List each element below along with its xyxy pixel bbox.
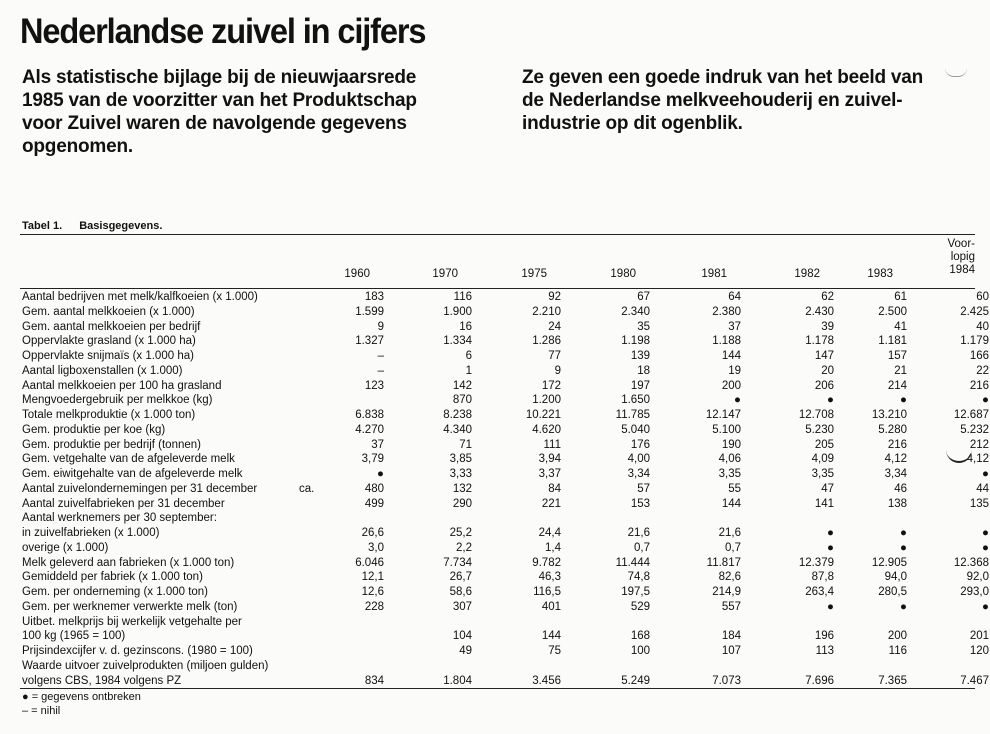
table-cell: 144 (721, 497, 741, 510)
table-cell: 20 (821, 364, 834, 377)
table-cell: 92 (548, 291, 561, 303)
intro-line: voor Zuivel waren de navolgende gegevens (22, 113, 407, 134)
table-cell: 1.198 (621, 335, 650, 348)
table-cell: 168 (630, 630, 650, 643)
year-label: 1975 (521, 268, 547, 280)
table-cell: 58,6 (449, 586, 472, 598)
table-cell: 11.785 (615, 409, 650, 421)
table-cell: 1.804 (443, 674, 472, 687)
table-cell: 60 (976, 291, 989, 303)
table-cell: 22 (976, 364, 989, 377)
table-cell: 141 (814, 497, 834, 510)
table-cell: 7.734 (443, 556, 472, 569)
year-label: 1981 (701, 268, 727, 280)
table-cell: 499 (364, 497, 384, 510)
table-cell: 3,37 (538, 468, 561, 480)
table-cell: 214,9 (712, 586, 741, 598)
table-row (22, 644, 989, 658)
table-cell: 37 (371, 438, 384, 451)
row-label: Gem. per werknemer verwerkte melk (ton) (22, 600, 238, 613)
table-cell: 1.286 (532, 335, 561, 348)
table-cell: 41 (894, 320, 907, 333)
table-row (22, 438, 989, 452)
table-cell: 1.178 (805, 335, 834, 348)
table-cell: 46,3 (538, 571, 561, 584)
table-cell: 77 (548, 350, 561, 362)
table-cell: 144 (541, 630, 561, 643)
table-cell: 49 (459, 645, 472, 657)
intro-line: 1985 van de voorzitter van het Produktschap (22, 90, 417, 111)
table-cell: 3.456 (532, 674, 561, 687)
table-cell: 2.380 (712, 305, 741, 318)
table-cell: 11.444 (615, 556, 650, 569)
table-cell: 214 (887, 379, 907, 392)
year-header (521, 268, 547, 281)
table-cell: 44 (976, 482, 989, 495)
table-row (22, 556, 989, 570)
table-cell: 123 (364, 379, 384, 392)
table-cell: 4,12 (966, 453, 989, 466)
table-cell: 1.181 (878, 335, 907, 348)
table-cell: 13.210 (871, 409, 907, 421)
table-cell: 2.500 (878, 305, 907, 318)
table-cell: 87,8 (811, 571, 834, 584)
table-cell: 107 (721, 645, 741, 657)
table-row (22, 393, 989, 407)
table-cell: 2.425 (960, 305, 989, 318)
table-row (22, 585, 989, 599)
row-label: Gem. aantal melkkoeien (x 1.000) (22, 305, 195, 318)
year-header (794, 268, 820, 281)
table-row (22, 364, 989, 378)
table-cell: 7.467 (960, 674, 989, 687)
page-title: Nederlandse zuivel in cijfers (20, 12, 426, 51)
table-cell: 870 (452, 394, 472, 407)
row-label: Aantal melkkoeien per 100 ha grasland (22, 379, 222, 392)
table-cell: ● (827, 394, 834, 407)
table-cell: 557 (721, 600, 741, 613)
table-cell: 37 (728, 320, 741, 333)
table-header-rule (20, 288, 975, 289)
table-cell: 12,6 (361, 586, 384, 598)
table-cell: 4.270 (355, 423, 384, 436)
row-label: Oppervlakte snijmaïs (x 1.000 ha) (22, 350, 194, 362)
intro-line: de Nederlandse melkveehouderij en zuivel- (522, 90, 903, 111)
year-label: 1960 (344, 268, 370, 280)
table-cell: ● (982, 541, 989, 554)
table-cell: 132 (452, 482, 472, 495)
year-label: 1982 (794, 268, 820, 280)
table-cell: ● (827, 527, 834, 539)
row-label: Aantal werknemers per 30 september: (22, 512, 217, 525)
table-cell: 157 (887, 350, 907, 362)
table-cell: 39 (821, 320, 834, 333)
table-cell: ● (827, 541, 834, 554)
table-cell: 228 (364, 600, 384, 613)
row-label: Gem. aantal melkkoeien per bedrijf (22, 320, 201, 333)
table-cell: 21 (894, 364, 907, 377)
table-row (22, 570, 989, 584)
table-cell: 19 (728, 364, 741, 377)
intro-line: Als statistische bijlage bij de nieuwjaarsrede (22, 67, 417, 88)
row-label: Gem. per onderneming (x 1.000 ton) (22, 586, 209, 598)
table-cell: ● (734, 394, 741, 407)
table-cell: 1.327 (355, 335, 384, 348)
table-cell: 47 (821, 482, 834, 495)
table-cell: 116 (453, 291, 472, 303)
table-cell: 12.368 (953, 556, 989, 569)
table-cell: 263,4 (805, 586, 834, 598)
row-label: Gemiddeld per fabriek (x 1.000 ton) (22, 571, 203, 584)
table-cell: 11.817 (706, 556, 741, 569)
table-cell: ● (982, 527, 989, 539)
table-cell: 3,34 (884, 468, 907, 480)
table-cell: 216 (969, 379, 989, 392)
table-cell: 2.340 (621, 305, 650, 318)
footnote-nil: – = nihil (22, 705, 61, 717)
table-row (22, 408, 989, 422)
table-cell: 201 (969, 630, 989, 643)
intro-line: opgenomen. (22, 136, 133, 157)
table-cell: 1 (465, 364, 472, 377)
table-cell: 116 (888, 645, 907, 657)
row-label: Aantal zuivelfabrieken per 31 december (22, 497, 225, 510)
table-cell: 5.040 (621, 423, 650, 436)
table-cell: 26,6 (361, 527, 384, 539)
table-cell: 16 (459, 320, 472, 333)
table-cell: 1.200 (532, 394, 561, 407)
table-cell: 21,6 (718, 527, 741, 539)
intro-left (22, 66, 512, 158)
table-cell: 135 (969, 497, 989, 510)
table-cell: 184 (721, 630, 741, 643)
table-cell: ● (982, 600, 989, 613)
table-cell: 12.147 (705, 409, 741, 421)
table-cell: 153 (630, 497, 650, 510)
table-cell: 71 (459, 438, 472, 451)
table-cell: 138 (887, 497, 907, 510)
table-cell: 1,4 (545, 541, 561, 554)
table-cell: 9 (377, 320, 384, 333)
year-header (948, 238, 976, 277)
row-label: Mengvoedergebruik per melkkoe (kg) (22, 394, 213, 407)
table-cell: 113 (815, 645, 834, 657)
table-name: Basisgegevens. (79, 220, 163, 232)
table-cell: ● (982, 394, 989, 407)
table-cell: 5.232 (960, 423, 989, 436)
table-cell: 92,0 (966, 571, 989, 584)
table-cell: 7.696 (805, 674, 834, 687)
row-label: Oppervlakte grasland (x 1.000 ha) (22, 335, 196, 348)
table-cell: 401 (541, 600, 561, 613)
row-label: Waarde uitvoer zuivelprodukten (miljoen gulden) (22, 659, 269, 672)
table-row (22, 659, 982, 673)
table-cell: 216 (887, 438, 907, 451)
intro-line: Ze geven een goede indruk van het beeld van (522, 67, 924, 88)
table-cell: 3,94 (538, 453, 561, 466)
table-cell: 3,35 (718, 468, 741, 480)
table-cell: 147 (814, 350, 834, 362)
table-row (22, 497, 989, 511)
table-cell: 24,4 (538, 527, 561, 539)
year-header (867, 268, 893, 281)
table-cell: 0,7 (634, 541, 650, 554)
row-label: Totale melkproduktie (x 1.000 ton) (22, 409, 196, 421)
table-cell: ● (377, 468, 384, 480)
table-cell: 82,6 (718, 571, 741, 584)
table-cell: 10.221 (525, 409, 561, 421)
row-label: volgens CBS, 1984 volgens PZ (22, 674, 182, 687)
table-cell: 40 (976, 320, 989, 333)
table-cell: 9.782 (532, 556, 561, 569)
table-row (22, 526, 989, 540)
row-label: Aantal zuivelondernemingen per 31 december (22, 482, 258, 495)
table-cell: 5.249 (621, 674, 650, 687)
table-cell: 280,5 (878, 586, 907, 598)
table-row (22, 674, 989, 688)
table-cell: 293,0 (960, 586, 989, 598)
table-cell: 4,12 (884, 453, 907, 466)
table-cell: 1.599 (355, 305, 384, 318)
table-cell: – (377, 364, 384, 377)
table-cell: 3,85 (449, 453, 472, 466)
table-cell: 35 (637, 320, 650, 333)
table-cell: 200 (887, 630, 907, 643)
year-label: 1970 (432, 268, 458, 280)
row-label: Melk geleverd aan fabrieken (x 1.000 ton) (22, 556, 235, 569)
table-cell: 3,35 (811, 468, 834, 480)
table-row (22, 541, 989, 555)
year-header (432, 268, 458, 281)
table-row (22, 305, 989, 319)
table-cell: 529 (630, 600, 650, 613)
row-label: overige (x 1.000) (22, 541, 109, 554)
table-cell: 12.379 (798, 556, 834, 569)
table-cell: 67 (637, 291, 650, 303)
table-cell: 2,2 (456, 541, 472, 554)
table-cell: 1.188 (712, 335, 741, 348)
table-cell: 176 (630, 438, 650, 451)
table-cell: 3,34 (627, 468, 650, 480)
table-cell: 3,33 (449, 468, 472, 480)
table-cell: 2.430 (805, 305, 834, 318)
table-cell: 75 (548, 645, 561, 657)
table-cell: 55 (728, 482, 741, 495)
table-cell: 120 (969, 645, 989, 657)
table-cell: 290 (452, 497, 472, 510)
table-cell: 94,0 (884, 571, 907, 584)
table-cell: 25,2 (449, 527, 472, 539)
table-cell: 4,06 (718, 453, 741, 466)
table-cell: 206 (814, 379, 834, 392)
table-cell: 4.620 (532, 423, 561, 436)
row-label: Gem. produktie per bedrijf (tonnen) (22, 438, 201, 451)
row-label: Gem. vetgehalte van de afgeleverde melk (22, 453, 235, 466)
table-cell: ● (900, 600, 907, 613)
year-header (344, 268, 370, 281)
intro-line: industrie op dit ogenblik. (522, 113, 743, 134)
table-row (22, 600, 989, 614)
table-number: Tabel 1. (22, 220, 63, 232)
table-cell: 190 (721, 438, 741, 451)
table-cell: 480 (364, 482, 384, 495)
row-label: Prijsindexcijfer v. d. gezinscons. (1980 = 100) (22, 645, 253, 657)
table-cell: ● (827, 600, 834, 613)
table-row (22, 511, 982, 525)
table-bottom-rule (20, 688, 975, 689)
table-cell: 4,09 (811, 453, 834, 466)
table-cell: 172 (541, 379, 561, 392)
table-cell: 197 (630, 379, 650, 392)
voorlopig-label: Voor- (947, 238, 975, 250)
row-label: Gem. eiwitgehalte van de afgeleverde melk (22, 468, 243, 480)
table-cell: 4,00 (627, 453, 650, 466)
table-row (22, 452, 989, 466)
table-cell: 100 (630, 645, 650, 657)
table-cell: ● (982, 468, 989, 480)
table-cell: 3,79 (361, 453, 384, 466)
table-cell: ● (900, 541, 907, 554)
table-cell: 8.238 (443, 409, 472, 421)
table-cell: 2.210 (532, 305, 561, 318)
voorlopig-label: lopig (950, 251, 975, 263)
table-cell: 12.708 (798, 409, 834, 421)
table-cell: 111 (543, 438, 561, 451)
table-cell: 46 (894, 482, 907, 495)
table-cell: 61 (894, 291, 907, 303)
table-cell: 221 (541, 497, 561, 510)
table-cell: 7.365 (878, 674, 907, 687)
table-cell: 62 (821, 291, 834, 303)
table-cell: ● (900, 527, 907, 539)
year-label: 1983 (867, 268, 893, 280)
table-cell: 1.334 (443, 335, 472, 348)
table-row (22, 334, 989, 348)
table-cell: 1.179 (960, 335, 989, 348)
table-cell: 205 (814, 438, 834, 451)
table-cell: 183 (364, 291, 384, 303)
table-cell: 307 (452, 600, 472, 613)
table-cell: 6 (465, 350, 472, 362)
table-cell: 1.650 (621, 394, 650, 407)
table-cell: 104 (452, 630, 472, 643)
table-cell: 84 (548, 482, 561, 495)
table-cell: 9 (554, 364, 561, 377)
table-cell: 4.340 (443, 423, 472, 436)
table-cell: – (377, 350, 384, 362)
table-cell: 18 (637, 364, 650, 377)
table-cell: 116,5 (533, 586, 561, 598)
year-label: 1984 (949, 264, 975, 276)
table-cell: ● (900, 394, 907, 407)
table-cell: 1.900 (443, 305, 472, 318)
table-row (22, 423, 989, 437)
table-cell: 74,8 (627, 571, 650, 584)
row-label: Uitbet. melkprijs bij werkelijk vetgehalte per (22, 615, 242, 628)
table-cell: 196 (814, 630, 834, 643)
year-header (610, 268, 636, 281)
table-cell: 12,1 (361, 571, 384, 584)
table-cell: 21,6 (627, 527, 650, 539)
table-cell: 12.687 (953, 409, 989, 421)
table-cell: 166 (969, 350, 989, 362)
year-header (701, 268, 727, 281)
table-cell: 142 (452, 379, 472, 392)
table-cell: 12.905 (871, 556, 907, 569)
table-row (22, 379, 989, 393)
table-caption (22, 220, 162, 232)
table-row (22, 290, 989, 304)
row-prefix: ca. (299, 482, 315, 495)
year-label: 1980 (610, 268, 636, 280)
table-cell: 834 (364, 674, 384, 687)
table-cell: 26,7 (449, 571, 472, 584)
table-cell: 212 (969, 438, 989, 451)
table-cell: 7.073 (712, 674, 741, 687)
table-row (22, 320, 989, 334)
table-row (22, 467, 989, 481)
table-cell: 200 (721, 379, 741, 392)
row-label: Aantal ligboxenstallen (x 1.000) (22, 364, 183, 377)
table-top-rule (20, 234, 975, 235)
table-row (22, 349, 989, 363)
table-cell: 5.100 (712, 423, 741, 436)
table-cell: 6.838 (355, 409, 384, 421)
table-cell: 57 (637, 482, 650, 495)
table-row (22, 615, 982, 629)
row-label: in zuivelfabrieken (x 1.000) (22, 527, 160, 539)
intro-right (522, 66, 972, 135)
footnote-missing: ● = gegevens ontbreken (22, 691, 141, 703)
table-cell: 64 (728, 291, 741, 303)
table-cell: 0,7 (725, 541, 741, 554)
row-label: Aantal bedrijven met melk/kalfkoeien (x 1.000) (22, 291, 258, 303)
table-cell: 5.280 (878, 423, 907, 436)
row-label: Gem. produktie per koe (kg) (22, 423, 166, 436)
table-cell: 6.046 (355, 556, 384, 569)
table-cell: 197,5 (621, 586, 650, 598)
table-cell: 3,0 (368, 541, 384, 554)
table-cell: 139 (630, 350, 650, 362)
table-row (22, 482, 989, 496)
row-label: 100 kg (1965 = 100) (22, 630, 126, 643)
table-cell: 5.230 (805, 423, 834, 436)
table-cell: 144 (721, 350, 741, 362)
table-row (22, 629, 989, 643)
table-cell: 24 (548, 320, 561, 333)
